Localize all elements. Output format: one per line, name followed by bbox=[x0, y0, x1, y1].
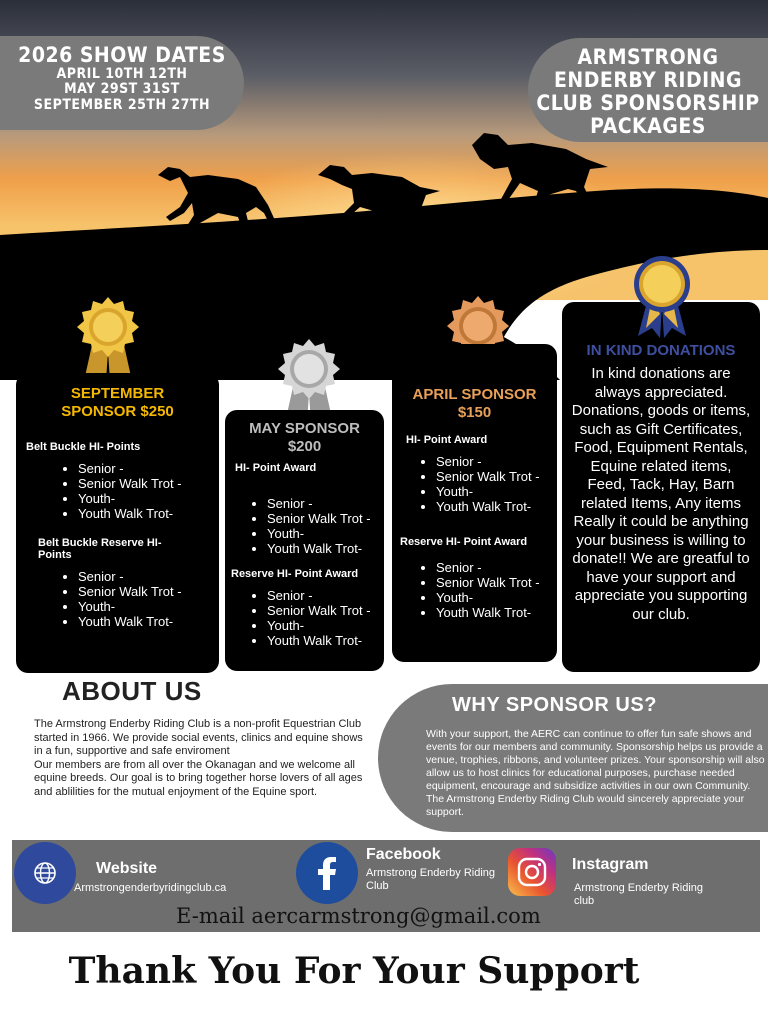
in-kind-title: IN KIND DONATIONS bbox=[586, 342, 736, 359]
list-item: • Senior - bbox=[436, 454, 547, 469]
facebook-label: Facebook bbox=[366, 846, 441, 863]
in-kind-donations-card bbox=[562, 302, 760, 672]
list-item: • Youth Walk Trot- bbox=[78, 506, 209, 521]
website-link[interactable]: Armstrongenderbyridingclub.ca bbox=[74, 882, 227, 894]
belt-buckle-reserve-label: Belt Buckle Reserve HI- Points bbox=[38, 537, 162, 561]
list-item: • Youth Walk Trot- bbox=[436, 499, 547, 514]
gold-medal-icon bbox=[72, 295, 144, 383]
facebook-icon[interactable] bbox=[296, 842, 358, 904]
about-heading: ABOUT US bbox=[62, 676, 202, 706]
april-hi-point-award-list bbox=[402, 454, 547, 514]
blue-ribbon-medal-icon bbox=[630, 254, 694, 338]
may-reserve-award-label: Reserve HI- Point Award bbox=[231, 568, 359, 580]
april-sponsor-title: APRIL SPONSOR $150 bbox=[412, 386, 537, 421]
belt-buckle-hi-points-list bbox=[26, 461, 209, 521]
list-item: • Senior Walk Trot - bbox=[78, 584, 209, 599]
may-hi-point-award-list bbox=[235, 496, 374, 556]
list-item: • Senior - bbox=[78, 569, 209, 584]
why-sponsor-body: With your support, the AERC can continue to offer fun safe shows and events for our members and community. Sponsorship helps us provide a venue, trophies, ribbons, and volunteer prizes. Your sponsorship will also allow us to host clinics for educational purposes, purchase needed equipment, encourage and subsidize activities in our own Community. The Armstrong Enderby Riding Club would sincerely appreciate your support. bbox=[426, 728, 765, 818]
why-sponsor-panel bbox=[378, 684, 768, 832]
show-date-september: SEPTEMBER 25TH 27TH bbox=[33, 96, 211, 113]
list-item: • Youth- bbox=[78, 491, 209, 506]
list-item: • Youth- bbox=[267, 618, 374, 633]
list-item: • Youth Walk Trot- bbox=[267, 633, 374, 648]
globe-icon bbox=[14, 842, 76, 904]
list-item: • Youth Walk Trot- bbox=[78, 614, 209, 629]
instagram-link[interactable]: Armstrong Enderby Riding club bbox=[574, 882, 704, 907]
april-reserve-award-list bbox=[402, 560, 547, 620]
instagram-icon[interactable] bbox=[508, 848, 556, 896]
thank-you-heading: Thank You For Your Support bbox=[68, 950, 640, 992]
page-title: ARMSTRONG ENDERBY RIDING CLUB SPONSORSHIP PACKAGES bbox=[528, 38, 768, 142]
list-item: • Senior - bbox=[267, 496, 374, 511]
april-sponsor-card bbox=[392, 344, 557, 662]
list-item: • Youth- bbox=[436, 590, 547, 605]
list-item: • Youth- bbox=[78, 599, 209, 614]
list-item: • Youth- bbox=[267, 526, 374, 541]
show-date-may: MAY 29ST 31ST bbox=[64, 81, 180, 98]
september-sponsor-card bbox=[16, 373, 219, 673]
show-date-april: APRIL 10TH 12TH bbox=[56, 66, 188, 83]
april-hi-point-award-label: HI- Point Award bbox=[406, 434, 488, 446]
belt-buckle-reserve-list bbox=[26, 569, 209, 629]
list-item: • Senior - bbox=[436, 560, 547, 575]
list-item: • Senior Walk Trot - bbox=[436, 469, 547, 484]
about-body: The Armstrong Enderby Riding Club is a non-profit Equestrian Club started in 1966. We provide social events, clinics and equine shows in a fun, supportive and safe enviroment Our members are from all over the Okanagan and we welcome all equine breeds. Our goal is to bring together horse lovers of all ages and ablilities for the mutual enjoyment of the Equine sport. bbox=[34, 718, 363, 798]
april-reserve-award-label: Reserve HI- Point Award bbox=[400, 536, 528, 548]
facebook-link[interactable]: Armstrong Enderby Riding Club bbox=[366, 867, 496, 892]
list-item: • Senior Walk Trot - bbox=[78, 476, 209, 491]
list-item: • Senior Walk Trot - bbox=[436, 575, 547, 590]
show-dates-heading: 2026 SHOW DATES bbox=[18, 43, 226, 67]
list-item: • Senior - bbox=[267, 588, 374, 603]
instagram-label: Instagram bbox=[572, 856, 649, 873]
website-label: Website bbox=[96, 860, 158, 877]
list-item: • Senior Walk Trot - bbox=[267, 603, 374, 618]
may-sponsor-title: MAY SPONSOR $200 bbox=[249, 420, 360, 455]
list-item: • Senior Walk Trot - bbox=[267, 511, 374, 526]
show-dates-panel bbox=[0, 36, 244, 130]
may-reserve-award-list bbox=[235, 588, 374, 648]
list-item: • Youth- bbox=[436, 484, 547, 499]
may-hi-point-award-label: HI- Point Award bbox=[235, 462, 317, 474]
september-sponsor-title: SEPTEMBER SPONSOR $250 bbox=[61, 385, 174, 420]
may-sponsor-card bbox=[225, 410, 384, 671]
in-kind-body: In kind donations are always appreciated. Donations, goods or items, such as Gift Certificates, Food, Equipment Rentals, Equine related items, Feed, Tack, Hay, Barn related Items, Any items Really it could be anything your business is willing to donate!! We are greatful to have your support and appreciate you supporting our club. bbox=[571, 365, 751, 623]
why-sponsor-heading: WHY SPONSOR US? bbox=[452, 694, 657, 716]
email-contact[interactable]: E-mail aercarmstrong@gmail.com bbox=[176, 904, 541, 928]
belt-buckle-hi-points-label: Belt Buckle HI- Points bbox=[26, 441, 141, 453]
list-item: • Youth Walk Trot- bbox=[436, 605, 547, 620]
list-item: • Senior - bbox=[78, 461, 209, 476]
list-item: • Youth Walk Trot- bbox=[267, 541, 374, 556]
